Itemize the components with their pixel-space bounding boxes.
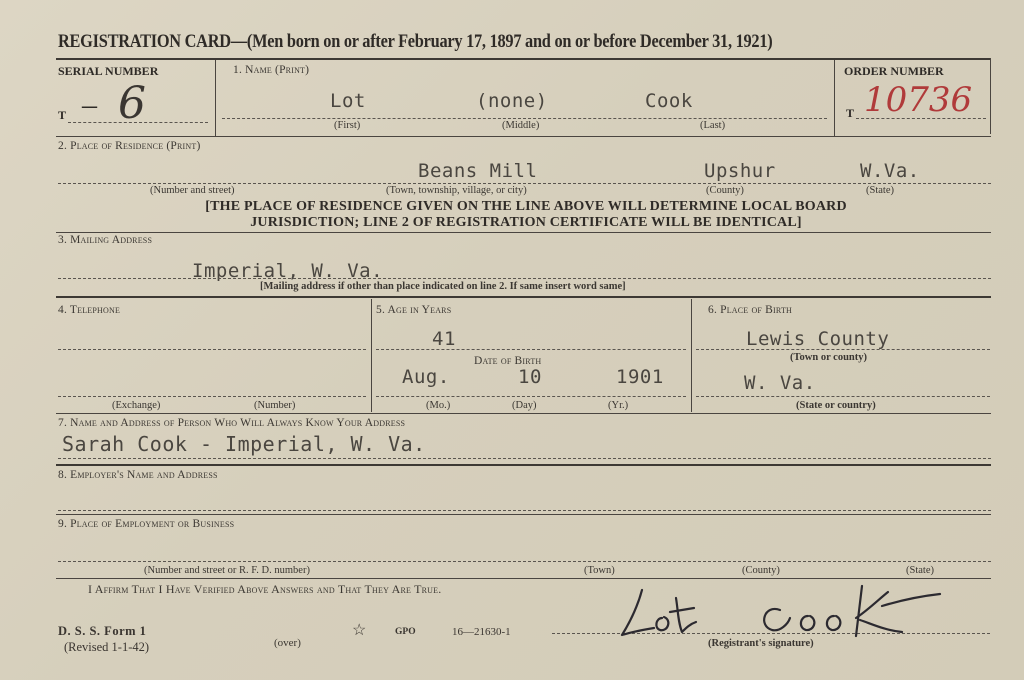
employment-line xyxy=(58,561,991,562)
row6-rule xyxy=(56,514,991,515)
employment-state-caption: (State) xyxy=(906,565,934,576)
row7-rule xyxy=(56,578,991,579)
tel-age-divider xyxy=(371,299,372,412)
employment-town-caption: (Town) xyxy=(584,565,615,576)
name-line xyxy=(222,118,827,119)
age-label: 5. Age in Years xyxy=(376,304,452,316)
serial-dash: – xyxy=(82,88,97,121)
gpo-number: 16—21630-1 xyxy=(452,626,511,638)
order-label: ORDER NUMBER xyxy=(844,64,944,78)
telephone-number-caption: (Number) xyxy=(254,400,296,411)
birthplace-line xyxy=(696,349,990,350)
name-last: Cook xyxy=(645,90,693,112)
row2-rule xyxy=(56,232,991,233)
name-last-caption: (Last) xyxy=(700,120,726,131)
order-value: 10736 xyxy=(864,80,973,120)
dob-label: Date of Birth xyxy=(474,355,542,367)
residence-label: 2. Place of Residence (Print) xyxy=(58,140,201,152)
dob-month-caption: (Mo.) xyxy=(426,400,451,411)
registrant-signature xyxy=(612,580,952,642)
mailing-value: Imperial, W. Va. xyxy=(192,260,384,282)
signature-caption: (Registrant's signature) xyxy=(708,638,814,649)
name-first: Lot xyxy=(330,90,366,112)
form-revised: (Revised 1-1-42) xyxy=(64,640,150,654)
name-first-caption: (First) xyxy=(334,120,361,131)
telephone-line-2 xyxy=(58,396,366,397)
residence-line xyxy=(58,183,991,184)
residence-notice-line1: [THE PLACE OF RESIDENCE GIVEN ON THE LINE ABOVE WILL DETERMINE LOCAL BOARD xyxy=(205,199,847,214)
telephone-label: 4. Telephone xyxy=(58,304,121,316)
employment-county-caption: (County) xyxy=(742,565,780,576)
card-title: REGISTRATION CARD—(Men born on or after February 17, 1897 and on or before December 31, 1921) xyxy=(58,31,773,52)
dob-line xyxy=(376,396,686,397)
telephone-exchange-caption: (Exchange) xyxy=(112,400,161,411)
star-icon: ☆ xyxy=(352,622,367,639)
birthplace-town-caption: (Town or county) xyxy=(790,352,868,363)
form-number: D. S. S. Form 1 xyxy=(58,624,147,638)
over-note: (over) xyxy=(274,637,301,649)
gpo-mark: GPO xyxy=(395,627,416,637)
row1-rule xyxy=(56,136,991,137)
employer-label: 8. Employer's Name and Address xyxy=(58,469,218,481)
dob-month: Aug. xyxy=(402,366,450,388)
dob-day: 10 xyxy=(518,366,542,388)
top-rule xyxy=(56,58,991,60)
residence-street-caption: (Number and street) xyxy=(150,185,235,196)
age-birth-divider xyxy=(691,299,692,412)
residence-town: Beans Mill xyxy=(418,160,538,182)
birthplace-state-line xyxy=(696,396,990,397)
row5-rule xyxy=(56,464,991,466)
telephone-line-1 xyxy=(58,349,366,350)
birthplace-state-caption: (State or country) xyxy=(796,400,876,411)
contact-line xyxy=(58,458,991,459)
row3-rule xyxy=(56,296,991,298)
dob-year-caption: (Yr.) xyxy=(608,400,629,411)
birthplace-label: 6. Place of Birth xyxy=(708,304,793,316)
serial-line xyxy=(68,122,208,123)
order-prefix: T xyxy=(846,106,855,120)
serial-label: SERIAL NUMBER xyxy=(58,64,159,78)
dob-year: 1901 xyxy=(616,366,664,388)
order-line xyxy=(856,118,986,119)
residence-state: W.Va. xyxy=(860,160,920,182)
row4-rule xyxy=(56,413,991,414)
dob-day-caption: (Day) xyxy=(512,400,537,411)
employment-label: 9. Place of Employment or Business xyxy=(58,518,235,530)
birthplace-town: Lewis County xyxy=(746,328,890,350)
serial-prefix: T xyxy=(58,108,67,122)
birthplace-state: W. Va. xyxy=(744,372,816,394)
affirm-text: I Affirm That I Have Verified Above Answers and That They Are True. xyxy=(88,582,442,596)
mailing-label: 3. Mailing Address xyxy=(58,234,153,246)
right-edge xyxy=(990,58,991,134)
mailing-line xyxy=(58,278,991,279)
serial-divider xyxy=(215,60,216,136)
mailing-note: [Mailing address if other than place indicated on line 2. If same insert word same] xyxy=(260,281,626,292)
residence-county-caption: (County) xyxy=(706,185,744,196)
order-divider xyxy=(834,60,835,136)
residence-town-caption: (Town, township, village, or city) xyxy=(386,185,527,196)
residence-notice-line2: JURISDICTION; LINE 2 OF REGISTRATION CERTIFICATE WILL BE IDENTICAL] xyxy=(250,215,802,230)
name-label: 1. Name (Print) xyxy=(233,64,310,76)
employment-street-caption: (Number and street or R. F. D. number) xyxy=(144,565,310,576)
name-middle-caption: (Middle) xyxy=(502,120,540,131)
contact-value: Sarah Cook - Imperial, W. Va. xyxy=(62,432,426,456)
serial-value: 6 xyxy=(118,78,146,129)
residence-state-caption: (State) xyxy=(866,185,894,196)
name-middle: (none) xyxy=(476,90,548,112)
employer-line xyxy=(58,510,991,511)
contact-label: 7. Name and Address of Person Who Will Always Know Your Address xyxy=(58,417,406,429)
residence-county: Upshur xyxy=(704,160,776,182)
age-line xyxy=(376,349,686,350)
age-value: 41 xyxy=(432,328,456,350)
